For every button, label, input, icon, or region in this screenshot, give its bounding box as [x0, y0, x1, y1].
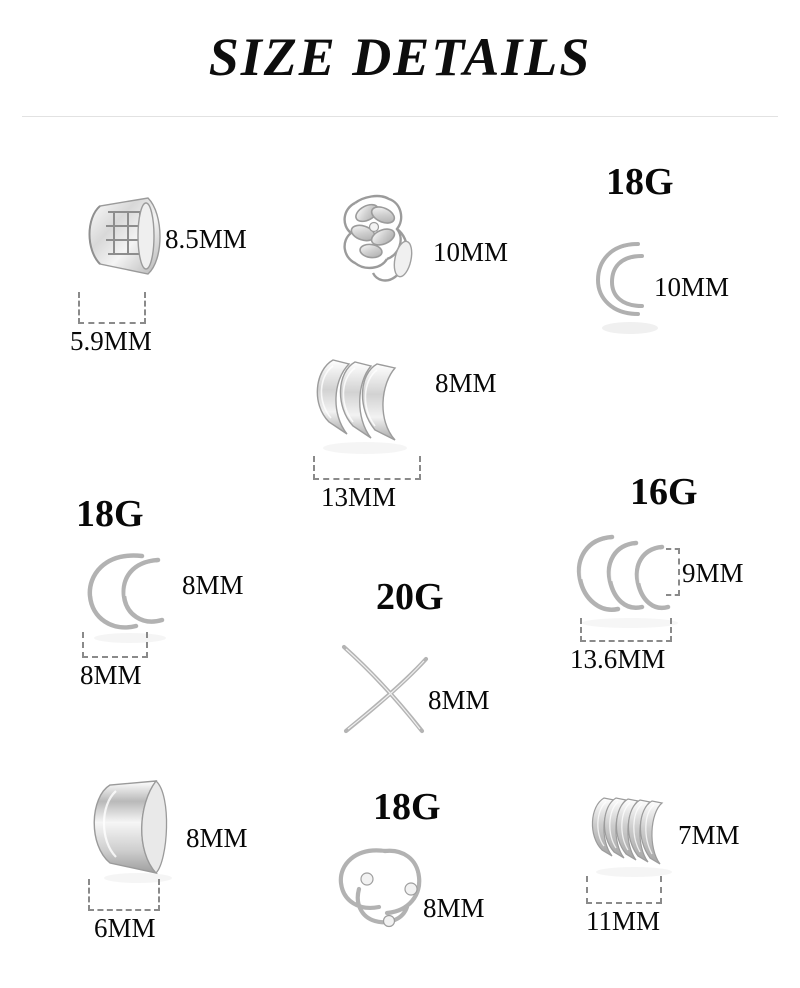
width-marker — [666, 548, 680, 596]
height-bracket — [82, 632, 148, 658]
height-bracket — [78, 292, 146, 324]
width-label: 8MM — [182, 570, 244, 600]
height-label: 13MM — [321, 482, 397, 512]
height-label: 5.9MM — [70, 326, 152, 356]
item-cuff-patterned-wide — [70, 188, 280, 378]
width-label: 8MM — [423, 893, 485, 923]
item-cuff-cz-double — [325, 785, 545, 950]
title-divider — [22, 116, 778, 117]
item-cuff-triple-wire — [570, 470, 800, 705]
width-label: 8MM — [428, 685, 490, 715]
width-label: 10MM — [654, 272, 730, 302]
gauge-label: 18G — [76, 493, 144, 535]
width-label: 8MM — [186, 823, 248, 853]
gauge-label: 16G — [630, 471, 698, 513]
height-label: 6MM — [94, 913, 156, 943]
ear-cuff-wide-band-icon — [80, 775, 190, 885]
gauge-label: 18G — [606, 161, 674, 203]
height-bracket — [313, 456, 421, 480]
ear-cuff-triple-band-icon — [305, 352, 445, 457]
item-cuff-floral — [325, 185, 540, 305]
ear-cuff-floral-icon — [325, 185, 435, 300]
height-label: 11MM — [586, 906, 661, 936]
item-cuff-multi-coil — [578, 788, 793, 963]
height-label: 13.6MM — [570, 644, 666, 674]
height-label: 8MM — [80, 660, 142, 690]
item-cuff-plain-wide-band — [72, 775, 277, 960]
item-cuff-triple-band — [305, 352, 540, 522]
ear-cuff-patterned-icon — [78, 188, 178, 288]
gauge-label: 18G — [373, 786, 441, 828]
gauge-label: 20G — [376, 576, 444, 618]
height-bracket — [88, 879, 160, 911]
height-bracket — [586, 876, 662, 904]
item-cuff-double-wire — [72, 492, 277, 707]
width-label: 7MM — [678, 820, 740, 850]
item-cuff-cross-x — [330, 575, 550, 755]
width-label: 10MM — [433, 237, 509, 267]
page-title: SIZE DETAILS — [208, 27, 592, 87]
width-label: 9MM — [682, 558, 744, 588]
width-label: 8MM — [435, 368, 497, 398]
ear-cuff-cz-double-icon — [325, 837, 450, 942]
width-label: 8.5MM — [165, 224, 247, 254]
item-cuff-double-hoop-thin — [578, 160, 793, 340]
height-bracket — [580, 618, 672, 642]
